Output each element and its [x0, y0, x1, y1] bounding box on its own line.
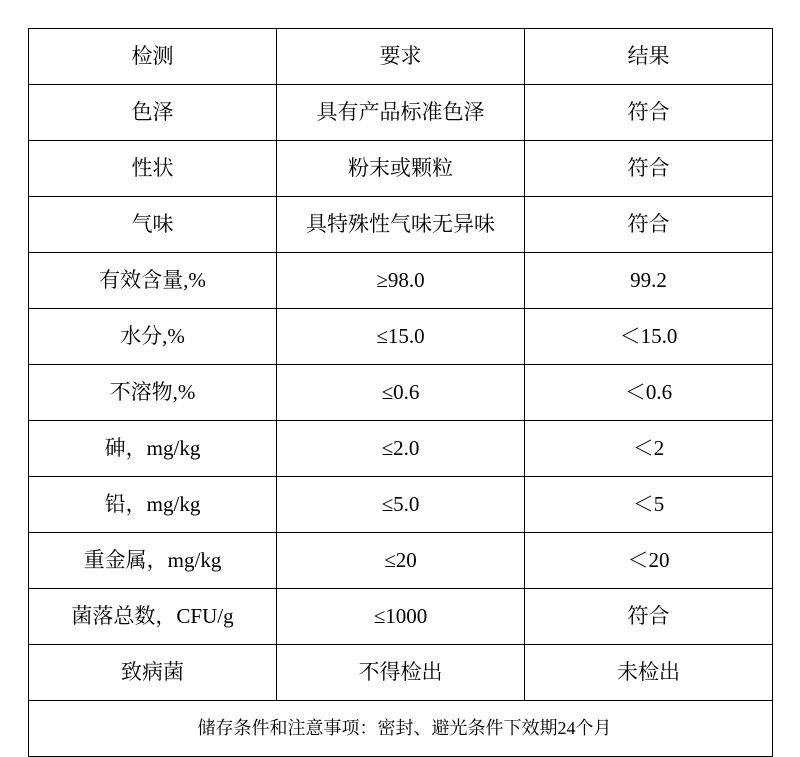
cell-result-text: ＜2: [632, 436, 665, 461]
cell-result-text: ＜20: [627, 548, 670, 573]
cell-result-text: 符合: [627, 100, 670, 125]
cell-item-text: 砷，mg/kg: [104, 436, 201, 461]
cell-result: [525, 197, 773, 253]
cell-item: [29, 365, 277, 421]
cell-requirement-text: ≤15.0: [376, 324, 425, 349]
cell-requirement: [277, 141, 525, 197]
cell-result: [525, 533, 773, 589]
cell-item-text: 菌落总数，CFU/g: [71, 604, 234, 629]
table-row: [29, 589, 773, 645]
cell-requirement-text: 不得检出: [358, 660, 443, 685]
cell-item: [29, 645, 277, 701]
cell-result: [525, 253, 773, 309]
cell-item: [29, 253, 277, 309]
cell-result: [525, 365, 773, 421]
cell-requirement-text: ≤1000: [373, 604, 428, 629]
cell-result-text: ＜15.0: [619, 324, 678, 349]
cell-item-text: 气味: [131, 212, 174, 237]
cell-result: [525, 85, 773, 141]
cell-result: [525, 141, 773, 197]
cell-item: [29, 197, 277, 253]
cell-item-text: 色泽: [131, 100, 174, 125]
table-row: [29, 533, 773, 589]
specification-table: [28, 28, 773, 757]
cell-requirement: [277, 477, 525, 533]
cell-requirement-text: ≤0.6: [381, 380, 420, 405]
cell-requirement: [277, 421, 525, 477]
column-header-requirement-label: 要求: [379, 44, 422, 69]
cell-requirement: [277, 309, 525, 365]
cell-item: [29, 533, 277, 589]
cell-requirement-text: ≤20: [384, 548, 417, 573]
table-row: [29, 421, 773, 477]
cell-result: [525, 645, 773, 701]
cell-item-text: 不溶物,%: [109, 380, 196, 405]
cell-result-text: ＜5: [632, 492, 665, 517]
cell-result-text: ＜0.6: [624, 380, 673, 405]
table-footer-row: [29, 701, 773, 757]
cell-item-text: 铅，mg/kg: [104, 492, 201, 517]
table-row: [29, 141, 773, 197]
cell-result-text: 99.2: [630, 268, 667, 293]
cell-item: [29, 421, 277, 477]
cell-result-text: 符合: [627, 604, 670, 629]
cell-requirement: [277, 85, 525, 141]
cell-requirement-text: ≤5.0: [381, 492, 420, 517]
cell-requirement-text: ≤2.0: [381, 436, 420, 461]
table-row: [29, 197, 773, 253]
cell-result-text: 符合: [627, 212, 670, 237]
cell-result: [525, 309, 773, 365]
table-row: [29, 365, 773, 421]
table-row: [29, 645, 773, 701]
cell-item: [29, 309, 277, 365]
storage-note-cell: [29, 701, 773, 757]
table-header-row: [29, 29, 773, 85]
cell-result: [525, 589, 773, 645]
table-row: [29, 477, 773, 533]
cell-item: [29, 141, 277, 197]
table-row: [29, 253, 773, 309]
cell-result: [525, 477, 773, 533]
cell-item: [29, 589, 277, 645]
column-header-requirement: [277, 29, 525, 85]
column-header-item-label: 检测: [131, 44, 174, 69]
cell-requirement-text: 粉末或颗粒: [348, 156, 453, 181]
cell-result: [525, 421, 773, 477]
cell-requirement: [277, 253, 525, 309]
cell-item: [29, 85, 277, 141]
cell-requirement-text: 具有产品标准色泽: [316, 100, 485, 125]
cell-result-text: 未检出: [617, 660, 680, 685]
cell-requirement: [277, 589, 525, 645]
cell-requirement: [277, 197, 525, 253]
cell-item-text: 重金属，mg/kg: [83, 548, 222, 573]
cell-result-text: 符合: [627, 156, 670, 181]
cell-requirement: [277, 365, 525, 421]
cell-item-text: 有效含量,%: [99, 268, 206, 293]
table-row: [29, 85, 773, 141]
cell-item-text: 水分,%: [120, 324, 185, 349]
storage-note-text: 储存条件和注意事项：密封、避光条件下效期24个月: [197, 718, 612, 739]
cell-item-text: 性状: [131, 156, 174, 181]
cell-requirement-text: 具特殊性气味无异味: [306, 212, 495, 237]
cell-requirement-text: ≥98.0: [376, 268, 425, 293]
column-header-result-label: 结果: [627, 44, 670, 69]
column-header-result: [525, 29, 773, 85]
cell-item-text: 致病菌: [121, 660, 184, 685]
cell-requirement: [277, 645, 525, 701]
cell-item: [29, 477, 277, 533]
cell-requirement: [277, 533, 525, 589]
column-header-item: [29, 29, 277, 85]
table-row: [29, 309, 773, 365]
